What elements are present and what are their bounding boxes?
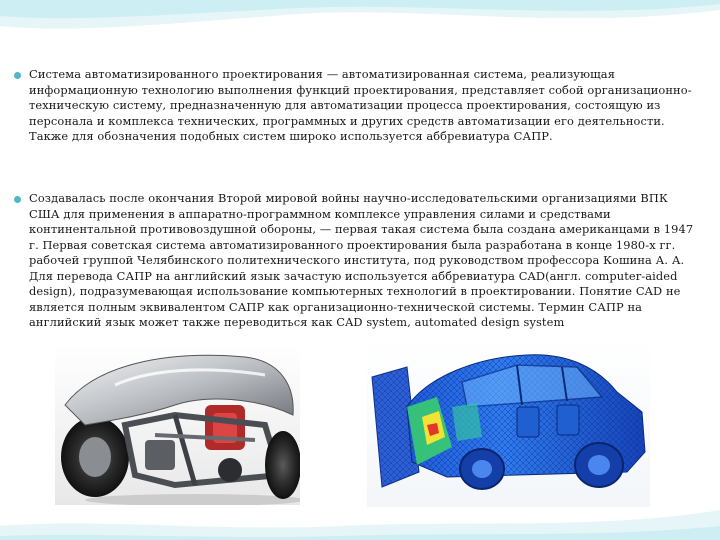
car-crash-simulation-mesh-image bbox=[367, 337, 650, 507]
bullet-icon bbox=[14, 196, 21, 203]
paragraph-cad-history: Создавалась после окончания Второй мировой войны научно-исследовательскими организациями ВПК США для применения в аппаратно-программном комплексе управления силами и средствами континентальной противовоздушной обороны, — первая такая система была создана американцами в 1947 г. Первая советская система автоматизированного проектирования была разработана в конце 1980-х гг. рабочей группой Челябинского политехнического института, под руководством профессора Кошина А. А. Для перевода САПР на английский язык зачастую используется аббревиатура CAD(англ. computer-aided design), подразумевающая использование компьютерных технологий в проектировании. Понятие CAD не является полным эквивалентом САПР как организационно-технической системы. Термин САПР на английский язык может также переводиться как CAD system, automated design system bbox=[29, 191, 694, 329]
paragraph-cad-definition: Система автоматизированного проектирования — автоматизированная система, реализующая информационную технологию выполнения функций проектирования, представляет собой организационно-техническую систему, предназначенную для автоматизации процесса проектирования, состоящую из персонала и комплекса технических, программных и других средств автоматизации его деятельности. Также для обозначения подобных систем широко используется аббревиатура САПР. bbox=[29, 67, 692, 143]
cad-rendered-vehicle-chassis-image bbox=[55, 345, 300, 505]
bullet-icon bbox=[14, 72, 21, 79]
